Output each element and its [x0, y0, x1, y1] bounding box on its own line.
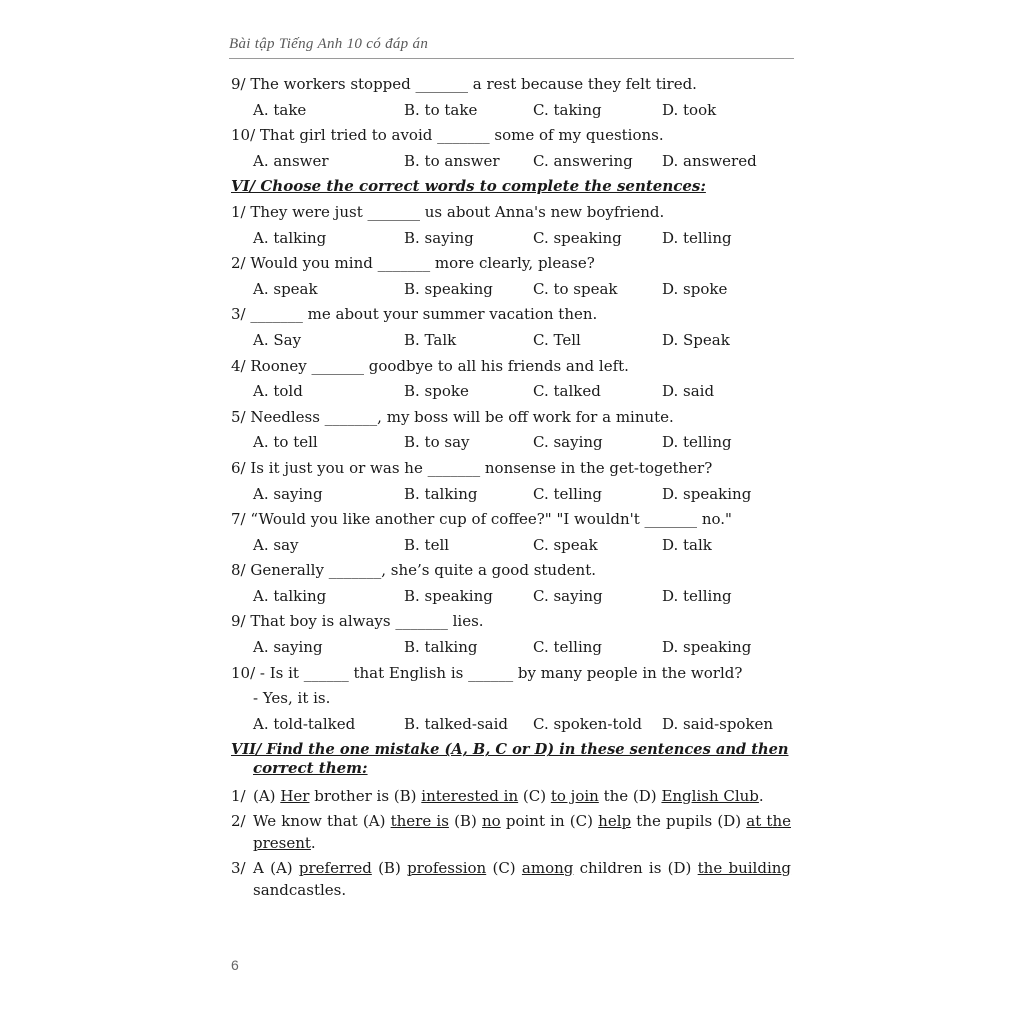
- options-row: [231, 379, 791, 405]
- text: (B): [448, 811, 482, 830]
- option-b: B. saying: [404, 228, 474, 247]
- option-a: A. take: [253, 100, 307, 119]
- option-d: D. said-spoken: [662, 714, 774, 733]
- option-a: A. told: [253, 382, 303, 401]
- option-d: D. Speak: [662, 330, 730, 349]
- question-stem: 5/ Needless _______, my boss will be off work for a minute.: [231, 407, 674, 426]
- option-a: A. saying: [253, 638, 323, 657]
- options-row: [231, 482, 791, 508]
- options-row: [231, 533, 791, 559]
- option-b: B. talked-said: [404, 714, 509, 733]
- option-d: D. took: [662, 100, 717, 119]
- text: sandcastles.: [253, 880, 347, 899]
- option-c: C. telling: [533, 638, 603, 657]
- option-d: D. talk: [662, 535, 712, 554]
- section-vii-title-cont: correct them:: [253, 759, 368, 778]
- question-stem: 4/ Rooney _______ goodbye to all his friends and left.: [231, 356, 629, 375]
- option-c: C. telling: [533, 484, 603, 503]
- option-c: C. speak: [533, 535, 598, 554]
- option-d: D. answered: [662, 151, 757, 170]
- text: (C): [518, 786, 551, 805]
- question-stem: 2/ Would you mind _______ more clearly, please?: [231, 254, 595, 273]
- option-a: A. told-talked: [253, 714, 356, 733]
- options-row: [231, 635, 791, 661]
- options-row: [231, 430, 791, 456]
- text: the (D): [598, 786, 662, 805]
- underlined-part-d: English Club: [661, 786, 759, 805]
- option-c: C. answering: [533, 151, 633, 170]
- option-a: A. say: [253, 535, 299, 554]
- option-b: B. to say: [404, 433, 470, 452]
- question-number: 1/: [231, 786, 246, 805]
- question-number: 2/: [231, 811, 246, 830]
- options-row: [231, 584, 791, 610]
- option-d: D. telling: [662, 586, 732, 605]
- question-body: [253, 785, 791, 807]
- underlined-part-a: preferred: [298, 858, 372, 877]
- underlined-part-c: help: [598, 811, 632, 830]
- options-row: [231, 149, 791, 175]
- option-a: A. to tell: [253, 433, 318, 452]
- option-b: B. speaking: [404, 586, 493, 605]
- option-b: B. talking: [404, 484, 478, 503]
- option-c: C. to speak: [533, 279, 618, 298]
- option-b: B. speaking: [404, 279, 493, 298]
- option-c: C. talked: [533, 382, 601, 401]
- question-stem: 6/ Is it just you or was he _______ nonsense in the get-together?: [231, 458, 713, 477]
- question-stem: 9/ That boy is always _______ lies.: [231, 612, 484, 631]
- option-c: C. saying: [533, 586, 603, 605]
- option-d: D. telling: [662, 433, 732, 452]
- text: the pupils (D): [631, 811, 747, 830]
- question-stem: 10/ That girl tried to avoid _______ some of my questions.: [231, 126, 664, 145]
- option-d: D. speaking: [662, 484, 752, 503]
- options-row: [231, 328, 791, 354]
- options-row: [231, 98, 791, 124]
- question-body: [253, 810, 791, 854]
- question-stem: 1/ They were just _______ us about Anna's new boyfriend.: [231, 202, 665, 221]
- option-b: B. Talk: [404, 330, 457, 349]
- question-stem: 10/ - Is it ______ that English is ______ by many people in the world?: [231, 663, 743, 682]
- underlined-part-a: there is: [390, 811, 449, 830]
- question-body: [253, 857, 791, 901]
- option-b: B. spoke: [404, 382, 469, 401]
- header-title: Bài tập Tiếng Anh 10 có đáp án: [229, 36, 429, 52]
- text: We know that (A): [253, 811, 391, 830]
- mistake-question: [231, 810, 791, 857]
- option-b: B. to take: [404, 100, 478, 119]
- option-a: A. Say: [253, 330, 302, 349]
- underlined-part-c: among: [521, 858, 574, 877]
- option-b: B. talking: [404, 638, 478, 657]
- text: A (A): [253, 858, 299, 877]
- option-c: C. speaking: [533, 228, 622, 247]
- text: .: [310, 833, 316, 852]
- options-row: [231, 226, 791, 252]
- underlined-part-a: Her: [280, 786, 310, 805]
- underlined-part-c: to join: [550, 786, 599, 805]
- option-a: A. talking: [253, 586, 327, 605]
- text: (C): [486, 858, 522, 877]
- text: (A): [253, 786, 281, 805]
- option-a: A. saying: [253, 484, 323, 503]
- option-d: D. said: [662, 382, 715, 401]
- option-a: A. answer: [253, 151, 329, 170]
- underlined-part-b: interested in: [421, 786, 519, 805]
- underlined-part-b: no: [482, 811, 501, 830]
- options-row: [231, 277, 791, 303]
- section-vii-title: VII/ Find the one mistake (A, B, C or D) in these sentences and then: [231, 741, 789, 759]
- underlined-part-d: the building: [697, 858, 792, 877]
- option-a: A. talking: [253, 228, 327, 247]
- text: children is (D): [573, 858, 698, 877]
- answer-line: - Yes, it is.: [253, 689, 331, 708]
- question-stem: 9/ The workers stopped _______ a rest because they felt tired.: [231, 75, 697, 93]
- option-d: D. spoke: [662, 279, 728, 298]
- underlined-part-d: at the present: [253, 811, 791, 852]
- page-content: [231, 72, 791, 904]
- question-number: 3/: [231, 858, 246, 877]
- text: point in (C): [500, 811, 599, 830]
- option-d: D. telling: [662, 228, 732, 247]
- running-header: [229, 36, 794, 59]
- mistake-question: [231, 785, 791, 810]
- text: (B): [371, 858, 408, 877]
- question-stem: 7/ “Would you like another cup of coffee?" "I wouldn't _______ no.": [231, 510, 732, 529]
- text: brother is (B): [309, 786, 422, 805]
- option-b: B. to answer: [404, 151, 500, 170]
- option-c: C. saying: [533, 433, 603, 452]
- option-c: C. spoken-told: [533, 714, 642, 733]
- option-b: B. tell: [404, 535, 450, 554]
- option-a: A. speak: [253, 279, 318, 298]
- options-row: [231, 712, 791, 738]
- option-c: C. taking: [533, 100, 602, 119]
- underlined-part-b: profession: [407, 858, 487, 877]
- option-c: C. Tell: [533, 330, 581, 349]
- question-stem: 8/ Generally _______, she’s quite a good student.: [231, 561, 597, 580]
- page-number: 6: [231, 957, 239, 973]
- mistake-question: [231, 857, 791, 904]
- option-d: D. speaking: [662, 638, 752, 657]
- section-vi-title: VI/ Choose the correct words to complete the sentences:: [231, 177, 706, 196]
- text: .: [758, 786, 764, 805]
- question-stem: 3/ _______ me about your summer vacation then.: [231, 305, 598, 324]
